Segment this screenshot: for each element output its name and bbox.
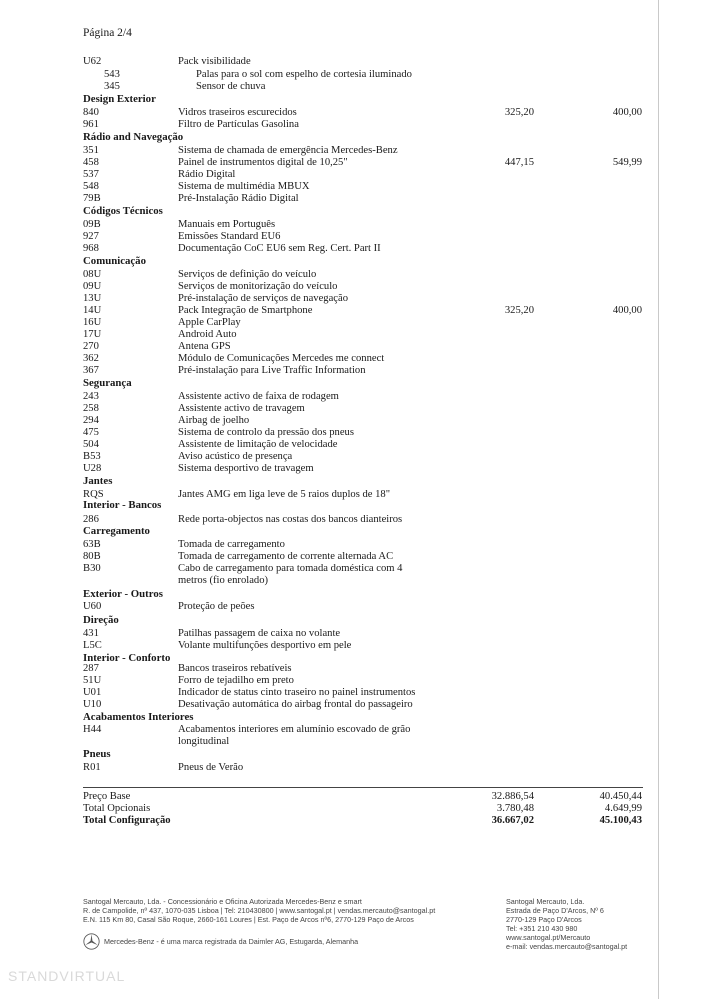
option-description: Jantes AMG em liga leve de 5 raios duplos de 18" [178, 489, 391, 500]
option-description: Sensor de chuva [196, 81, 266, 92]
option-description: Android Auto [178, 329, 237, 340]
option-description: Assistente activo de travagem [178, 403, 305, 414]
section-heading [0, 588, 707, 601]
footer-line: Estrada de Paço D'Arcos, Nº 6 [506, 906, 604, 915]
total-gross-value: 45.100,43 [599, 815, 642, 826]
option-code: RQS [83, 489, 104, 500]
option-description: Emissões Standard EU6 [178, 231, 281, 242]
option-row [0, 575, 707, 588]
brand-note: Mercedes-Benz - é uma marca registrada da Daimler AG, Estugarda, Alemanha [104, 937, 359, 946]
section-title: Rádio and Navegação [83, 131, 184, 143]
total-row [0, 803, 707, 815]
option-description: Pré-instalação para Live Traffic Information [178, 365, 366, 376]
option-price-gross: 549,99 [612, 157, 642, 168]
option-description: Serviços de monitorização do veículo [178, 281, 338, 292]
option-code: 63B [83, 539, 101, 550]
section-title: Interior - Bancos [83, 499, 162, 511]
section-heading [0, 205, 707, 218]
option-description: Sistema de multimédia MBUX [178, 181, 310, 192]
option-description: Pré-Instalação Rádio Digital [178, 193, 299, 204]
option-code: 270 [83, 341, 99, 352]
option-description: longitudinal [178, 736, 230, 747]
option-code: 475 [83, 427, 99, 438]
total-gross-value: 40.450,44 [599, 791, 642, 802]
option-description: Assistente de limitação de velocidade [178, 439, 338, 450]
section-heading [0, 711, 707, 724]
option-code: 258 [83, 403, 99, 414]
option-description: Painel de instrumentos digital de 10,25" [178, 157, 348, 168]
totals-divider [83, 787, 643, 788]
option-description: Bancos traseiros rebatíveis [178, 663, 292, 674]
section-title: Exterior - Outros [83, 588, 163, 600]
option-price-net: 325,20 [504, 107, 534, 118]
option-code: 09B [83, 219, 101, 230]
option-code: 362 [83, 353, 99, 364]
section-heading [0, 525, 707, 538]
section-title: Direção [83, 614, 119, 626]
total-net-value: 32.886,54 [491, 791, 534, 802]
option-code: 13U [83, 293, 102, 304]
section-title: Comunicação [83, 255, 146, 267]
footer-line: e-mail: vendas.mercauto@santogal.pt [506, 942, 628, 951]
option-description: Pneus de Verão [178, 762, 244, 773]
total-gross-value: 4.649,99 [604, 803, 642, 814]
option-code: 79B [83, 193, 101, 204]
total-label: Total Configuração [83, 815, 171, 826]
option-code: 09U [83, 281, 102, 292]
section-title: Acabamentos Interiores [83, 711, 194, 723]
mercedes-star-icon [83, 933, 100, 950]
section-title: Design Exterior [83, 93, 156, 105]
option-row [0, 762, 707, 775]
option-code: 543 [104, 69, 120, 80]
option-code: 51U [83, 675, 102, 686]
option-description: Desativação automática do airbag frontal do passageiro [178, 699, 413, 710]
footer-line: Tel: +351 210 430 980 [506, 924, 578, 933]
option-description: Sistema desportivo de travagem [178, 463, 314, 474]
option-code: 14U [83, 305, 102, 316]
option-code: 294 [83, 415, 99, 426]
option-description: Aviso acústico de presença [178, 451, 293, 462]
option-description: Tomada de carregamento de corrente alternada AC [178, 551, 394, 562]
option-description: Patilhas passagem de caixa no volante [178, 628, 341, 639]
section-title: Códigos Técnicos [83, 205, 163, 217]
footer-line: www.santogal.pt/Mercauto [506, 933, 591, 942]
total-row [0, 791, 707, 803]
option-code: 16U [83, 317, 102, 328]
option-price-net: 325,20 [504, 305, 534, 316]
option-code: B30 [83, 563, 101, 574]
option-description: Sistema de chamada de emergência Mercedes-Benz [178, 145, 398, 156]
option-description: Assistente activo de faixa de rodagem [178, 391, 339, 402]
option-description: Airbag de joelho [178, 415, 250, 426]
option-description: Módulo de Comunicações Mercedes me connect [178, 353, 385, 364]
option-code: 286 [83, 514, 99, 525]
option-description: Pack visibilidade [178, 56, 251, 67]
option-code: U60 [83, 601, 102, 612]
footer-line: R. de Campolide, nº 437, 1070-035 Lisboa | Tel: 210430800 | www.santogal.pt | vendas.mercauto@santogal.pt [83, 906, 436, 915]
option-code: 961 [83, 119, 99, 130]
option-code: 927 [83, 231, 99, 242]
footer-line: Santogal Mercauto, Lda. - Concessionário e Oficina Autorizada Mercedes-Benz e smart [83, 897, 362, 906]
total-net-value: 36.667,02 [491, 815, 534, 826]
section-heading [0, 499, 707, 512]
option-code: U62 [83, 56, 102, 67]
option-row [0, 601, 707, 614]
option-code: 243 [83, 391, 99, 402]
footer-line: Santogal Mercauto, Lda. [506, 897, 585, 906]
option-code: 840 [83, 107, 99, 118]
footer-dealer-address [506, 897, 627, 951]
option-code: 504 [83, 439, 99, 450]
footer-company-info [83, 897, 435, 924]
option-description: Serviços de definição do veículo [178, 269, 317, 280]
option-description: Filtro de Partículas Gasolina [178, 119, 299, 130]
option-code: H44 [83, 724, 102, 735]
option-row [0, 56, 707, 69]
section-heading [0, 475, 707, 488]
option-code: 17U [83, 329, 102, 340]
option-price-gross: 400,00 [612, 107, 642, 118]
option-code: 548 [83, 181, 99, 192]
option-description: Proteção de peões [178, 601, 255, 612]
option-code: R01 [83, 762, 101, 773]
section-heading [0, 614, 707, 627]
option-description: Cabo de carregamento para tomada doméstica com 4 [178, 563, 403, 574]
option-price-gross: 400,00 [612, 305, 642, 316]
option-code: 968 [83, 243, 99, 254]
section-heading [0, 255, 707, 268]
option-description: Forro de tejadilho em preto [178, 675, 294, 686]
option-description: Rede porta-objectos nas costas dos bancos dianteiros [178, 514, 403, 525]
option-description: Indicador de status cinto traseiro no painel instrumentos [178, 687, 416, 698]
total-net-value: 3.780,48 [496, 803, 534, 814]
option-code: 458 [83, 157, 99, 168]
total-row [0, 815, 707, 827]
section-heading [0, 748, 707, 761]
option-price-net: 447,15 [504, 157, 534, 168]
option-description: Volante multifunções desportivo em pele [178, 640, 352, 651]
option-description: Apple CarPlay [178, 317, 241, 328]
option-code: 367 [83, 365, 99, 376]
option-description: Rádio Digital [178, 169, 236, 180]
section-title: Segurança [83, 377, 132, 389]
option-code: 431 [83, 628, 99, 639]
section-heading [0, 131, 707, 144]
section-title: Jantes [83, 475, 113, 487]
option-description: Tomada de carregamento [178, 539, 285, 550]
option-description: Palas para o sol com espelho de cortesia iluminado [196, 69, 412, 80]
option-code: 80B [83, 551, 101, 562]
watermark: STANDVIRTUAL [8, 968, 126, 984]
option-code: 08U [83, 269, 102, 280]
section-heading [0, 377, 707, 390]
option-description: Vidros traseiros escurecidos [178, 107, 297, 118]
section-title: Interior - Conforto [83, 652, 171, 664]
option-code: 537 [83, 169, 99, 180]
option-description: Documentação CoC EU6 sem Reg. Cert. Part II [178, 243, 381, 254]
section-heading [0, 93, 707, 106]
footer-line: E.N. 115 Km 80, Casal São Roque, 2660-161 Loures | Est. Paço de Arcos nº6, 2770-129 Paço de Arcos [83, 915, 414, 924]
option-description: Pré-instalação de serviços de navegação [178, 293, 349, 304]
section-title: Carregamento [83, 525, 150, 537]
total-label: Total Opcionais [83, 803, 151, 814]
total-label: Preço Base [83, 791, 131, 802]
option-code: L5C [83, 640, 102, 651]
option-description: metros (fio enrolado) [178, 575, 269, 586]
footer-line: 2770-129 Paço D'Arcos [506, 915, 582, 924]
option-code: U28 [83, 463, 102, 474]
option-description: Acabamentos interiores em alumínio escovado de grão [178, 724, 411, 735]
option-description: Sistema de controlo da pressão dos pneus [178, 427, 354, 438]
option-code: 287 [83, 663, 99, 674]
section-title: Pneus [83, 748, 111, 760]
option-description: Pack Integração de Smartphone [178, 305, 313, 316]
option-code: B53 [83, 451, 101, 462]
option-code: U10 [83, 699, 102, 710]
option-description: Manuais em Português [178, 219, 276, 230]
option-code: U01 [83, 687, 102, 698]
page-number: Página 2/4 [83, 27, 132, 39]
option-code: 351 [83, 145, 99, 156]
option-code: 345 [104, 81, 120, 92]
option-description: Antena GPS [178, 341, 231, 352]
